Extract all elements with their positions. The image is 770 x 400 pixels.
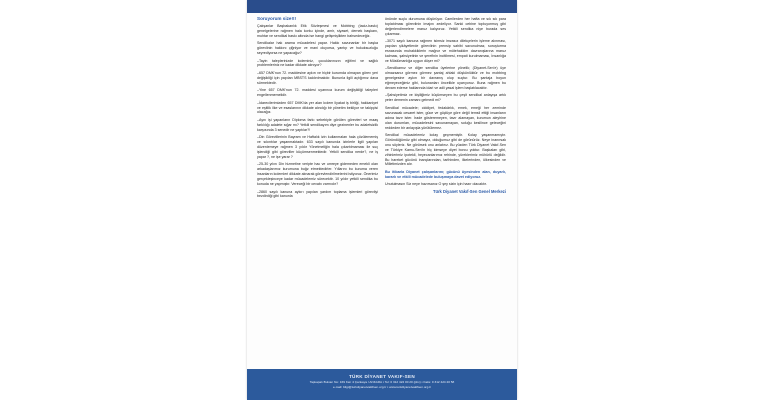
- paragraph: Sendikal mücadele; ciddiyet, fedakârlık, emek, emeği her zeminde savunacak cesaret ister, güce ve güçlüye göre değil temsil ettiği insanların adına tavır ister. İrade gösteremeyen, tavır alamayan, kurumun aleyhine olan durumları, mücadelesini savunamayan, soluğu kesilince geleceğini reddeden bir anlayışla yürütülemez.: [385, 105, 506, 130]
- paragraph: Çalışanlar Başbakanlık Etik Sözleşmesi ve Mobbing (taciz-baskı) genelgelerine rağmen hala korku içinde, amir, siyaset, dernek başkanı, muhtar ve sendikal baskı altında ise hangi gelişmişlikten bahsedeceğiz.: [257, 23, 378, 38]
- paragraph: Sendikal mücadelemiz kolay geçmemiştir. Kolay yaşanmamıştır. Göründüğümüz gibi olmayız, olduğumuz gibi de görünürüz. Neye inanırsak onu söyleriz. Ne görürsek onu anlatırız. Bu yüzden Türk Diyanet Vakıf-Sen ve Türkiye Kamu-Sen'in hiç kimseye diyet borcu yoktur. Başkaları gibi, zihinlerimiz ipotekli, heyecanlarımız rehinde, yüreklerimiz mühürlü değildir. Bu hareket gücünü inançlarından, tarihinden, ilkelerinden, ülkesinden ve Milletimizden alır.: [385, 133, 506, 167]
- paragraph: –657 DMK'nun 72. maddesine aykırı ve hiçbir kurumda olmayan görev yeri değişikliği için yapılan MBSTS kaldırılmalıdır. Bununla ilgili açtığımız dava sürmektedir.: [257, 70, 378, 85]
- paragraph: –Yine 657 DMK'nun 72. maddesi uyarınca kurum değişikliği talepleri engellenmemelidir.: [257, 88, 378, 98]
- right-column: [385, 17, 506, 197]
- paragraph: –Din Görevlilerinin Bayram ve Haftalık izin kullanmaları hala çözülememiş ve sıkıntılar yaşanmaktadır. 633 sayılı kanunda izinlerle ilgili yapılan düzenlemeye rağmen 3 yıldır Yönetmeliğin hala çıkartılmaması ile suç işlendiği gibi görevliler küçümsenmektedir. Yetkili sendika nerde?, ne iş yapar ?, ne işe yarar ?: [257, 135, 378, 159]
- highlight-quote: Bu itibarla Diyanet çalışanlarını; gücünü üyesinden alan, duyarlı, kararlı ve etkili mücadelede buluşmaya davet ediyoruz.: [385, 169, 506, 179]
- article-heading: Soruyorum size!!!: [257, 16, 297, 21]
- magazine-page: [247, 0, 517, 400]
- paragraph: –2860 sayılı kanuna aykırı yapılan yardım toplama işlemleri görevliyi bezdirdiği gibi kanunla: [257, 189, 378, 199]
- paragraph: –Aynı işi yapanların Diploma farkı sebebiyle görülen görevleri ve maaş farklılığı adalete sığar mı? Yetkili sendikayım diye gezinenler bu adaletsizlik karşısında 3 senedir ne yaptılar?!: [257, 117, 378, 132]
- paragraph: önünde suçlu durumuna düşürüyor. Camilerden her hafta ve sık sık para toplatılması görevlinin imajını zedeliyor. Sanki cebine topluyormuş gibi değerlendirmelere maruz kalıyoruz. Yetkili sendika niye burada ses çıkarmaz.: [385, 17, 506, 36]
- footer-contact: e-mail: bilgi@turkdiyanetvakifsen.org.tr ▪ www.turkdiyanetvakifsen.org.tr: [332, 384, 432, 389]
- paragraph: –Tayin taleplerinizde kıdeminiz, çocuklarınızın eğitimi ve sağlık problemleriniz ne kadar dikkate alınıyor?: [257, 58, 378, 68]
- paragraph: –Şahsiyetimiz ve kişiliğimiz küçümseyen bu çeşit sendikal anlayışa artık yeter demenin zamanı gelmedi mi?: [385, 93, 506, 103]
- paragraph: Sendikalar hak arama mücadelesi yapar. Hakkı savunanlar bir başka görevlinin hakkını çiğniyor ve mani oluyorsa, yantıp ve hukuksuzluğu seyrediyorsa ne yapacağız?: [257, 41, 378, 56]
- paragraph: –Sendikamız ve diğer sendika üyelerine yönelik; (Diyanet-Sen'e) üye olmazsanız görmez görmez şantaj ahlaki düşkünlüktür ve bu mobbing genelgesine aykırı bir davranış olup suçtur. Bu şantaja boyun eğmeyeceğimiz gibi, bulunanları öncelikle uyarıyoruz. Buna rağmen bu devam ederse haklarında idari ve adli yasal işlem başlatılacaktır.: [385, 66, 506, 90]
- left-column: [257, 17, 378, 202]
- top-banner: [247, 0, 517, 13]
- paragraph: –İdarecilerimizden 657 DMK'da yer alan kıdem liyakat iş birliği, hakkaniyet ve eşitlik ilke ve esaslarının dikkate alındığı bir yönetim bekliyor ve takipçisi olacağız.: [257, 100, 378, 115]
- footer-organization: TÜRK DİYANET VAKIF-SEN: [348, 374, 416, 379]
- paragraph: –3071 sayılı kanuna rağmen isimsiz imzasız dilekçelerin işleme alınması, yapılan şikâyetlerde görevlinin prensip sahibi savunulmaz, soruşturma esnasında muhakkiklerin mağrur ve mütehakkim davranışlarına maruz kalması, şahsiyetinin ve şerefinin incitilmesi, empati kurulmaması, İnsanlığa ve Müslümanlığa uygun düşer mi?: [385, 39, 506, 63]
- footer-address: Taşkapalı Bulvarı No: 169 Kat: 4 Çankaya / ANKARA ▪ Tel: 0 312 424 00 20 (pbx) ▪ Faks: 0 312 424 20 58: [309, 380, 455, 384]
- closing-paragraph: Unutulmasın Siz neye hazırsanız O şey sizin için hazır olacaktır.: [385, 182, 487, 187]
- paragraph: –25-30 yılını Din hizmetine veripte hac ve umreye gidemeden emekli olan arkadaşlarımız kurumuna buğz etmektedirler. Yıllarını bu kuruma veren insanların kıdemleri dikkate alınarak görevlendirilmelerini istiyoruz. Önerimiz gerçekleşinceye kadar mücadelemiz sürecektir. 10 yıldır yetkili sendika bu konuda ne yapmıştır. Vereceği bir cevabı varmıdır?: [257, 162, 378, 187]
- footer-band: [247, 369, 517, 400]
- signature: Türk Diyanet Vakıf-Sen Genel Merkezi: [432, 188, 506, 194]
